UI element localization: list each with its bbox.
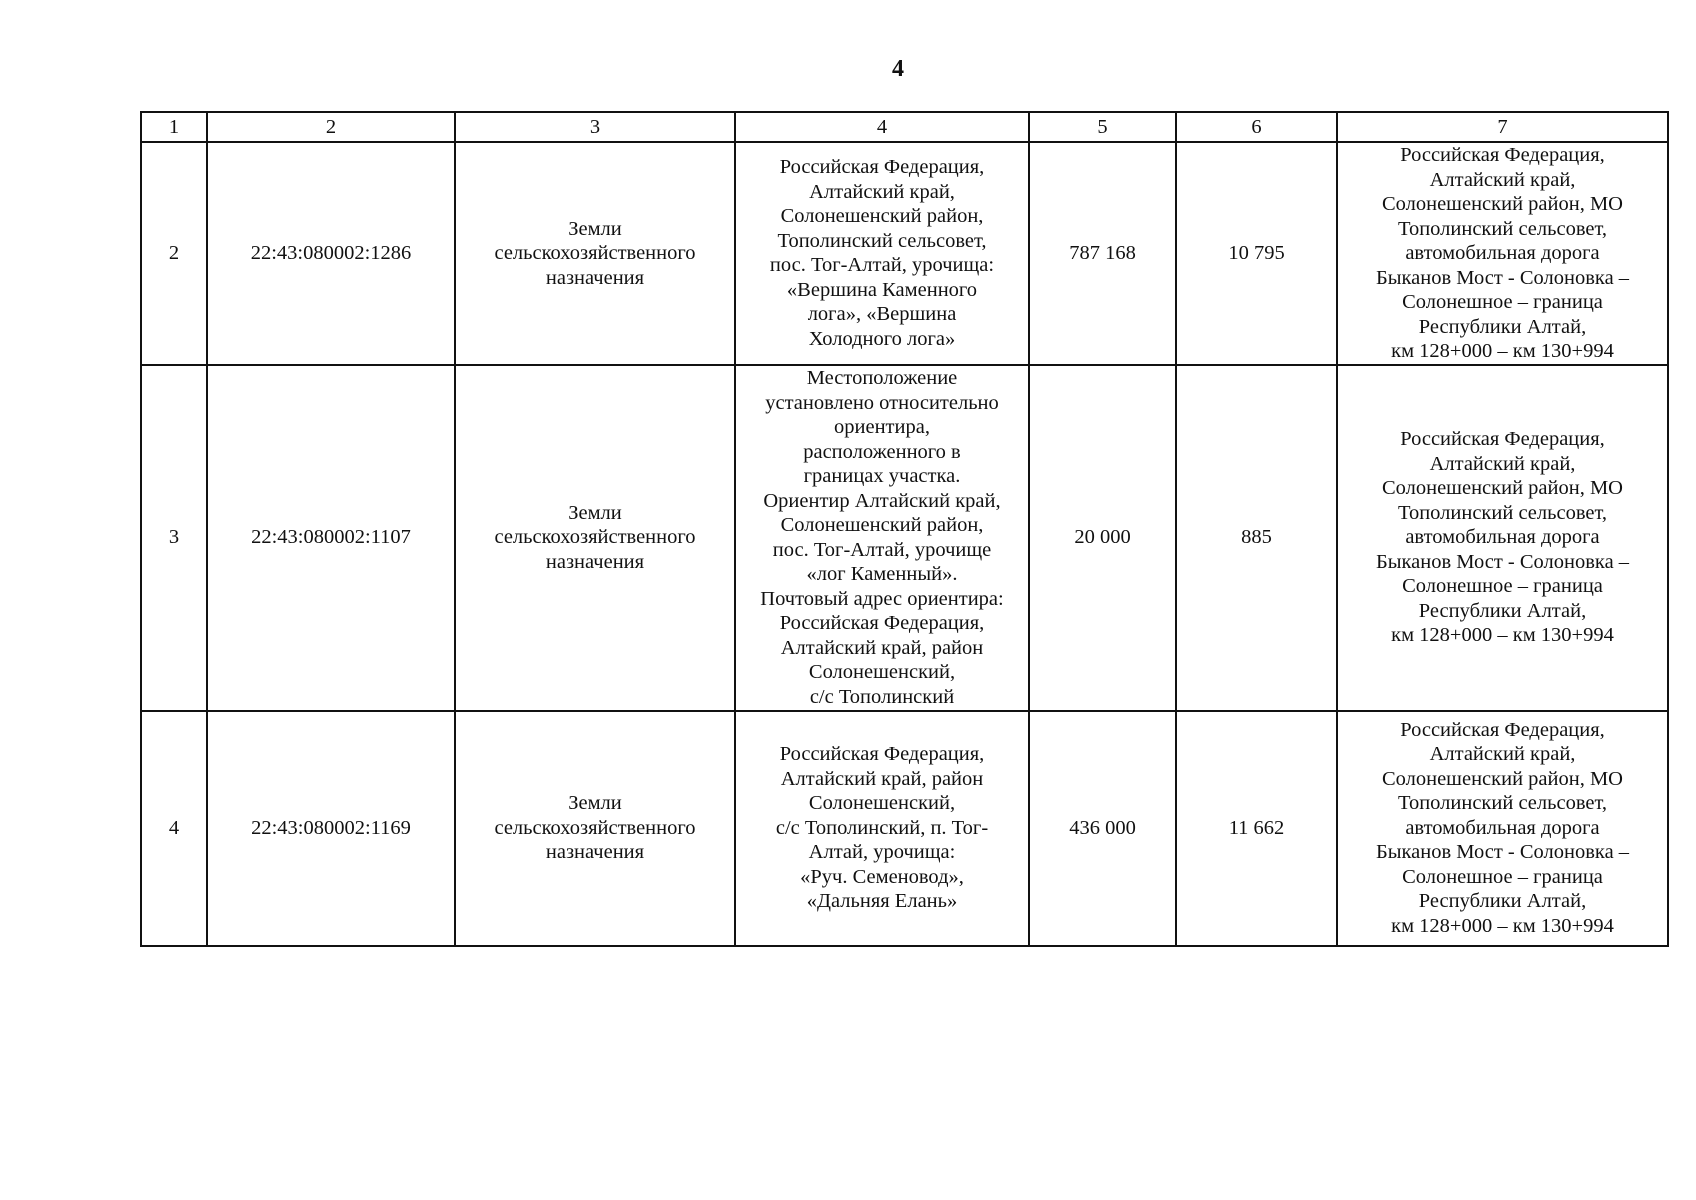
table-row <box>141 711 1668 946</box>
cadastral-number: 22:43:080002:1286 <box>207 142 455 365</box>
plot-location: Российская Федерация, Алтайский край, район Солонешенский, с/с Тополинский, п. Тог- Алтай, урочища: «Руч. Семеновод», «Дальняя Елань» <box>735 711 1029 946</box>
land-category: Земли сельскохозяйственного назначения <box>455 711 735 946</box>
column-header-6: 6 <box>1176 112 1337 142</box>
plot-area: 20 000 <box>1029 365 1176 711</box>
land-plots-table <box>140 111 1669 947</box>
column-header-2: 2 <box>207 112 455 142</box>
plot-location: Российская Федерация, Алтайский край, Солонешенский район, Тополинский сельсовет, пос. Тог-Алтай, урочища: «Вершина Каменного лога», «Вершина Холодного лога» <box>735 142 1029 365</box>
plot-area: 436 000 <box>1029 711 1176 946</box>
plot-location: Местоположение установлено относительно ориентира, расположенного в границах участка. Ориентир Алтайский край, Солонешенский район, пос. Тог-Алтай, урочище «лог Каменный». Почтовый адрес ориентира: Российская Федерация, Алтайский край, район Солонешенский, с/с Тополинский <box>735 365 1029 711</box>
cadastral-number: 22:43:080002:1107 <box>207 365 455 711</box>
header-row <box>141 112 1668 142</box>
plot-area: 787 168 <box>1029 142 1176 365</box>
column-header-7: 7 <box>1337 112 1668 142</box>
column-header-3: 3 <box>455 112 735 142</box>
column-header-5: 5 <box>1029 112 1176 142</box>
column-header-4: 4 <box>735 112 1029 142</box>
object-description: Российская Федерация, Алтайский край, Солонешенский район, МО Тополинский сельсовет, автомобильная дорога Быканов Мост - Солоновка – Солонешное – граница Республики Алтай, км 128+000 – км 130+994 <box>1337 711 1668 946</box>
plot-value: 10 795 <box>1176 142 1337 365</box>
table-row <box>141 365 1668 711</box>
row-number: 2 <box>141 142 207 365</box>
object-description: Российская Федерация, Алтайский край, Солонешенский район, МО Тополинский сельсовет, автомобильная дорога Быканов Мост - Солоновка – Солонешное – граница Республики Алтай, км 128+000 – км 130+994 <box>1337 142 1668 365</box>
land-category: Земли сельскохозяйственного назначения <box>455 365 735 711</box>
land-category: Земли сельскохозяйственного назначения <box>455 142 735 365</box>
plot-value: 11 662 <box>1176 711 1337 946</box>
column-header-1: 1 <box>141 112 207 142</box>
row-number: 4 <box>141 711 207 946</box>
plot-value: 885 <box>1176 365 1337 711</box>
object-description: Российская Федерация, Алтайский край, Солонешенский район, МО Тополинский сельсовет, автомобильная дорога Быканов Мост - Солоновка – Солонешное – граница Республики Алтай, км 128+000 – км 130+994 <box>1337 365 1668 711</box>
table-row <box>141 142 1668 365</box>
page-number: 4 <box>892 56 904 82</box>
row-number: 3 <box>141 365 207 711</box>
cadastral-number: 22:43:080002:1169 <box>207 711 455 946</box>
